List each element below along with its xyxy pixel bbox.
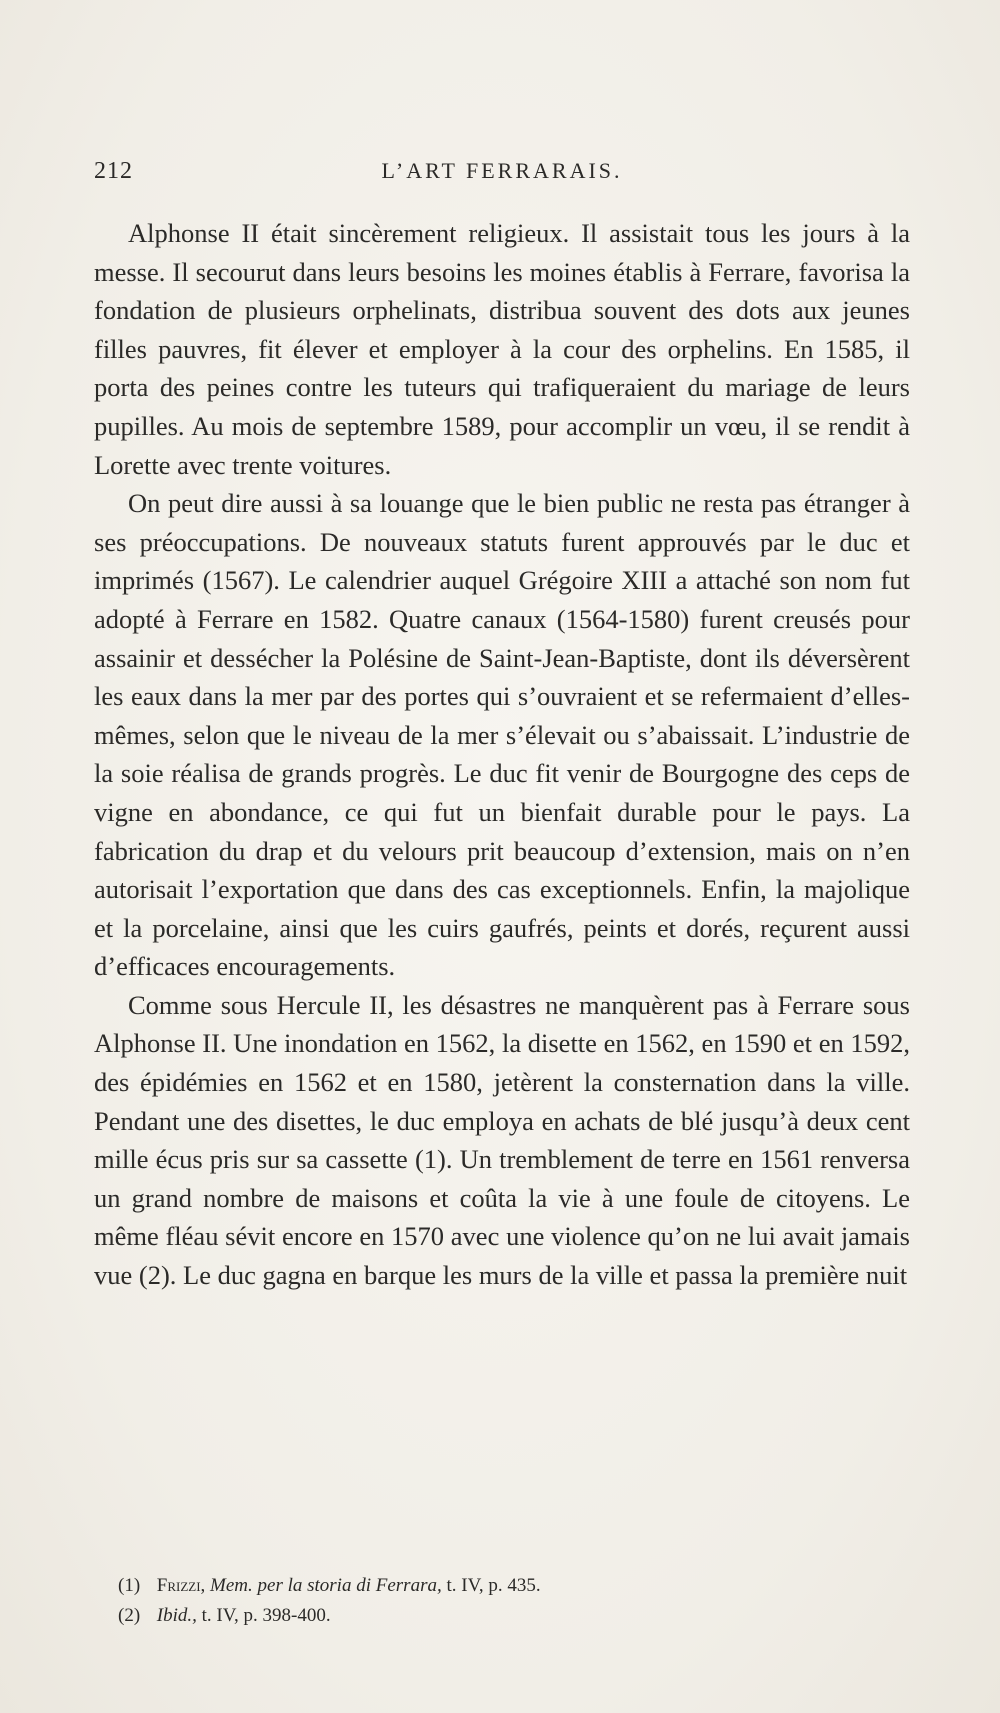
paragraph-public-good: On peut dire aussi à sa louange que le bien public ne resta pas étranger à ses préoccupations. De nouveaux statuts furent approuvés par le duc et imprimés (1567). Le calendrier auquel Grégoire XIII a attaché son nom fut adopté à Ferrare en 1582. Quatre canaux (1564-1580) furent creusés pour assainir et dessécher la Polésine de Saint-Jean-Baptiste, dont ils déversèrent les eaux dans la mer par des portes qui s’ouvraient et se refermaient d’elles-mêmes, selon que le niveau de la mer s’élevait ou s’abaissait. L’industrie de la soie réalisa de grands progrès. Le duc fit venir de Bourgogne des ceps de vigne en abondance, ce qui fut un bienfait durable pour le pays. La fabrication du drap et du velours prit beaucoup d’extension, mais on n’en autorisait l’exportation que dans des cas exceptionnels. Enfin, la majolique et la porcelaine, ainsi que les cuirs gaufrés, peints et dorés, reçurent aussi d’efficaces encouragements. [94, 488, 910, 982]
paragraph-religion: Alphonse II était sincèrement religieux. Il assistait tous les jours à la messe. Il secourut dans leurs besoins les moines établis à Ferrare, favorisa la fondation de plusieurs orphelinats, distribua souvent des dots aux jeunes filles pauvres, fit élever et employer à la cour des orphelins. En 1585, il porta des peines contre les tuteurs qui trafiqueraient du mariage de leurs pupilles. Au mois de septembre 1589, pour accomplir un vœu, il se rendit à Lorette avec trente voitures. [94, 218, 910, 480]
page-number: 212 [94, 158, 133, 184]
footnote-2 [118, 1601, 898, 1631]
footnote-marker: (1) [118, 1575, 141, 1596]
footnote-1 [118, 1571, 898, 1601]
footnotes [118, 1571, 898, 1631]
page-header [94, 158, 910, 194]
footnote-title: Mem. per la storia di Ferrara, [210, 1575, 442, 1596]
footnote-reference: t. IV, p. 398-400. [201, 1605, 331, 1626]
footnote-author: Frizzi, [156, 1575, 206, 1596]
footnote-reference: t. IV, p. 435. [446, 1575, 541, 1596]
paragraph-disasters: Comme sous Hercule II, les désastres ne manquèrent pas à Ferrare sous Alphonse II. Une inondation en 1562, la disette en 1562, en 1590 et en 1592, des épidémies en 1562 et en 1580, jetèrent la consternation dans la ville. Pendant une des disettes, le duc employa en achats de blé jusqu’à deux cent mille écus pris sur sa cassette (1). Un tremblement de terre en 1561 renversa un grand nombre de maisons et coûta la vie à une foule de citoyens. Le même fléau sévit encore en 1570 avec une violence qu’on ne lui avait jamais vue (2). Le duc gagna en barque les murs de la ville et passa la première nuit [94, 989, 910, 1291]
footnote-ibid: Ibid., [156, 1605, 197, 1626]
running-title: L’ART FERRARAIS. [381, 158, 623, 183]
body-text [94, 214, 910, 1295]
footnote-marker: (2) [118, 1605, 141, 1626]
